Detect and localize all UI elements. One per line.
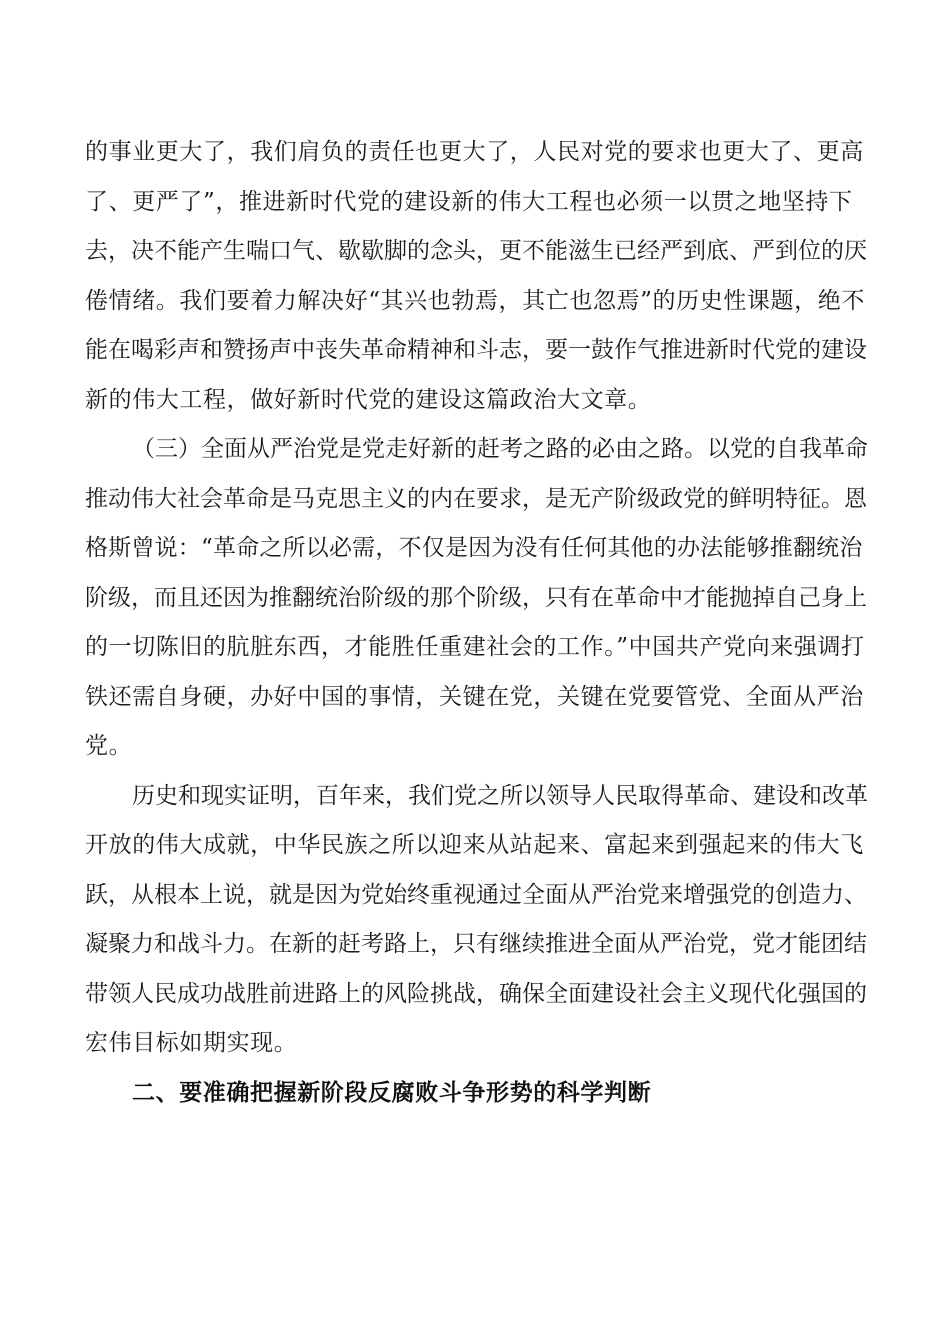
- text-line: 开放的伟大成就，中华民族之所以迎来从站起来、富起来到强起来的伟大飞: [85, 832, 864, 858]
- paragraph-start-line: 历史和现实证明，百年来，我们党之所以领导人民取得革命、建设和改革: [132, 783, 868, 809]
- text-line: 党。: [85, 733, 133, 759]
- text-line: 宏伟目标如期实现。: [85, 1030, 298, 1056]
- text-line: 跃，从根本上说，就是因为党始终重视通过全面从严治党来增强党的创造力、: [85, 882, 867, 908]
- section-heading: 二、要准确把握新阶段反腐败斗争形势的科学判断: [132, 1080, 652, 1106]
- text-line: 的事业更大了，我们肩负的责任也更大了，人民对党的要求也更大了、更高: [85, 139, 864, 165]
- text-line: 的一切陈旧的肮脏东西，才能胜任重建社会的工作。”中国共产党向来强调打: [85, 634, 865, 660]
- paragraph-start-line: （三）全面从严治党是党走好新的赶考之路的必由之路。以党的自我革命: [132, 436, 868, 462]
- text-line: 能在喝彩声和赞扬声中丧失革命精神和斗志，要一鼓作气推进新时代党的建设: [85, 337, 867, 363]
- text-line: 去，决不能产生喘口气、歇歇脚的念头，更不能滋生已经严到底、严到位的厌: [85, 238, 867, 264]
- text-line: 凝聚力和战斗力。在新的赶考路上，只有继续推进全面从严治党，党才能团结: [85, 931, 867, 957]
- text-line: 了、更严了”，推进新时代党的建设新的伟大工程也必须一以贯之地坚持下: [85, 189, 853, 215]
- text-line: 铁还需自身硬，办好中国的事情，关键在党，关键在党要管党、全面从严治: [85, 684, 864, 710]
- text-line: 阶级，而且还因为推翻统治阶级的那个阶级，只有在革命中才能抛掉自己身上: [85, 585, 867, 611]
- text-line: 格斯曾说：“革命之所以必需，不仅是因为没有任何其他的办法能够推翻统治: [85, 535, 863, 561]
- text-line: 推动伟大社会革命是马克思主义的内在要求，是无产阶级政党的鲜明特征。恩: [85, 486, 867, 512]
- text-line: 倦情绪。我们要着力解决好“其兴也勃焉，其亡也忽焉”的历史性课题，绝不: [85, 288, 865, 314]
- text-line: 带领人民成功战胜前进路上的风险挑战，确保全面建设社会主义现代化强国的: [85, 981, 867, 1007]
- text-line: 新的伟大工程，做好新时代党的建设这篇政治大文章。: [85, 387, 652, 413]
